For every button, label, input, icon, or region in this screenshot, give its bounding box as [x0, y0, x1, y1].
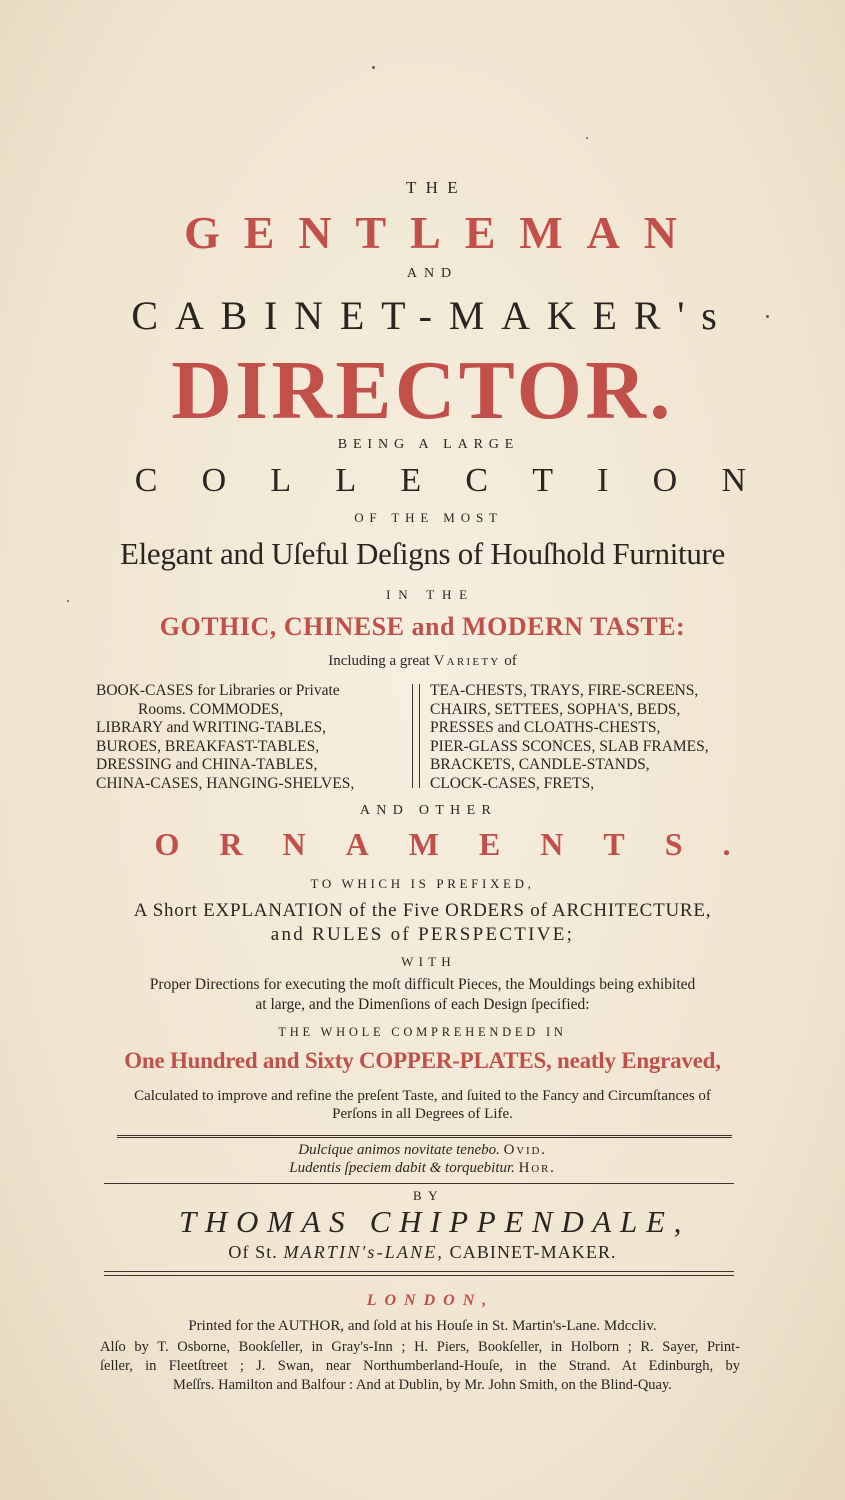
in-the: IN THE: [386, 587, 475, 602]
whole-comprehended: THE WHOLE COMPREHENDED IN: [278, 1025, 567, 1039]
motto-line1: [0, 1142, 845, 1159]
rule-before-imprint: [104, 1271, 734, 1272]
imprint-line2: Alſo by T. Osborne, Bookſeller, in Gray's-Inn ; H. Piers, Bookſeller, in Holborn ; R. Sayer, Print-: [100, 1339, 740, 1355]
short-explanation: A Short EXPLANATION of the Five ORDERS of ARCHITECTURE,: [133, 900, 712, 921]
collection-heading: COLLECTION: [134, 462, 791, 499]
title-and: AND: [406, 266, 459, 281]
motto-author-1: Ovid.: [503, 1142, 547, 1158]
address-martin: MARTIN's-LANE,: [283, 1242, 445, 1262]
motto-author-2: Hor.: [518, 1160, 556, 1176]
list-item: DRESSING and CHINA-TABLES,: [96, 756, 318, 774]
including-variety: Variety: [433, 653, 501, 669]
rule-top-motto-2: [117, 1137, 732, 1138]
paper-speck: [372, 66, 375, 69]
imprint-london: LONDON,: [366, 1292, 495, 1309]
author-name: THOMAS CHIPPENDALE,: [178, 1204, 691, 1239]
address-pre: Of St.: [228, 1242, 278, 1262]
proper-directions-line2: at large, and the Dimenſions of each Design ſpecified:: [255, 996, 590, 1013]
list-item: BUROES, BREAKFAST-TABLES,: [96, 737, 320, 755]
taste-line: GOTHIC, CHINESE and MODERN TASTE:: [159, 612, 686, 641]
title-gentleman: GENTLEMAN: [184, 207, 701, 258]
column-divider: [412, 684, 420, 788]
including-line: [0, 653, 845, 670]
copper-plates-line: One Hundred and Sixty COPPER-PLATES, neatly Engraved,: [124, 1048, 721, 1073]
list-item: CHAIRS, SETTEES, SOPHA'S, BEDS,: [430, 700, 681, 718]
elegant-designs-line: Elegant and Uſeful Deſigns of Houſhold Furniture: [120, 536, 725, 571]
ornaments-heading: ORNAMENTS.: [154, 826, 771, 862]
paper-speck: [586, 137, 588, 139]
title-the: THE: [405, 178, 468, 197]
to-which-prefixed: TO WHICH IS PREFIXED,: [310, 876, 535, 891]
address-post: CABINET-MAKER.: [449, 1242, 617, 1262]
imprint-line3: ſeller, in Fleetſtreet ; J. Swan, near Northumberland-Houſe, in the Strand. At Edinburgh, by: [100, 1358, 740, 1374]
calculated-line2: Perſons in all Degrees of Life.: [332, 1106, 513, 1122]
rules-of-perspective: and RULES of PERSPECTIVE;: [270, 924, 575, 945]
being-a-large: BEING A LARGE: [337, 437, 520, 452]
furniture-list-right: [430, 682, 709, 794]
paper-speck: [67, 600, 69, 602]
and-other: AND OTHER: [359, 803, 498, 818]
list-item: LIBRARY and WRITING-TABLES,: [96, 719, 326, 737]
list-item: BRACKETS, CANDLE-STANDS,: [430, 756, 650, 774]
including-post: of: [504, 653, 517, 669]
list-item: CLOCK-CASES, FRETS,: [430, 774, 595, 792]
list-item: Rooms. COMMODES,: [138, 700, 284, 718]
rule-after-motto: [104, 1183, 734, 1184]
imprint-printed: Printed for the AUTHOR, and ſold at his Houſe in St. Martin's-Lane. Mdccliv.: [188, 1318, 657, 1334]
list-item: CHINA-CASES, HANGING-SHELVES,: [96, 774, 355, 792]
by: BY: [412, 1188, 445, 1203]
calculated-line1: Calculated to improve and refine the preſent Taste, and ſuited to the Fancy and Circumſtances of: [134, 1088, 711, 1104]
including-pre: Including a great: [328, 653, 430, 669]
furniture-list: [96, 682, 746, 794]
motto-line2: [0, 1160, 845, 1177]
list-item: TEA-CHESTS, TRAYS, FIRE-SCREENS,: [430, 682, 699, 699]
rule-before-imprint-2: [104, 1275, 734, 1276]
title-cabinet-maker: CABINET-MAKER's: [131, 293, 734, 338]
author-address: [0, 1242, 845, 1263]
rule-top-motto: [117, 1135, 732, 1136]
title-director: DIRECTOR.: [171, 344, 674, 437]
of-the-most: OF THE MOST: [354, 510, 503, 525]
motto-latin-1: Dulcique animos novitate tenebo.: [298, 1142, 500, 1158]
imprint-line4: Meſſrs. Hamilton and Balfour : And at Dublin, by Mr. John Smith, on the Blind-Quay.: [173, 1377, 672, 1393]
paper-speck: [766, 315, 769, 318]
with: WITH: [401, 954, 456, 969]
list-item: PRESSES and CLOATHS-CHESTS,: [430, 719, 661, 737]
furniture-list-left: [96, 682, 354, 794]
list-item: PIER-GLASS SCONCES, SLAB FRAMES,: [430, 737, 709, 755]
proper-directions-line1: Proper Directions for executing the moſt difficult Pieces, the Mouldings being exhibited: [149, 976, 696, 993]
motto-latin-2: Ludentis ſpeciem dabit & torquebitur.: [289, 1160, 515, 1176]
list-item: BOOK-CASES for Libraries or Private: [96, 682, 340, 699]
